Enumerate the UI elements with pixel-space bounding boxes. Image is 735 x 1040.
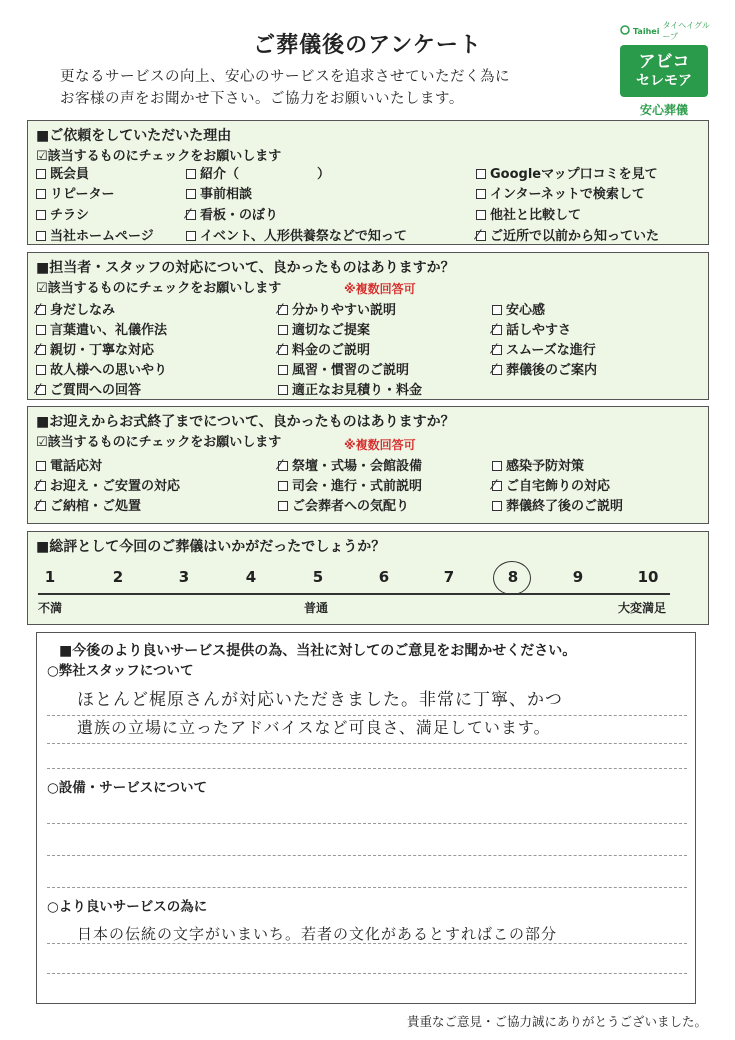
rating-option-1[interactable]: 1 bbox=[44, 568, 56, 586]
brand-line-2: セレモア bbox=[636, 73, 692, 89]
rating-option-4[interactable]: 4 bbox=[245, 568, 257, 586]
staff-comment-line-1[interactable]: ほとんど梶原さんが対応いただきました。非常に丁寧、かつ bbox=[77, 690, 563, 710]
checkbox-label: 適切なご提案 bbox=[292, 323, 371, 338]
footer-thanks: 貴重なご意見・ご協力誠にありがとうございました。 bbox=[406, 1014, 707, 1029]
checkbox-option[interactable] bbox=[278, 299, 396, 318]
unchecked-box-icon[interactable] bbox=[186, 189, 196, 199]
checkbox-label: ご会葬者への気配り bbox=[292, 499, 410, 514]
company-logo bbox=[620, 20, 715, 118]
checkbox-label: 葬儀終了後のご説明 bbox=[506, 499, 624, 514]
multiple-answer-note: ※複数回答可 bbox=[344, 282, 416, 296]
checkbox-label: ご納棺・ご処置 bbox=[50, 499, 142, 514]
unchecked-box-icon[interactable] bbox=[278, 385, 288, 395]
checkbox-label: 適正なお見積り・料金 bbox=[292, 383, 423, 398]
checked-box-icon[interactable] bbox=[492, 365, 502, 375]
section-staff bbox=[27, 252, 709, 400]
checked-box-icon[interactable] bbox=[36, 305, 46, 315]
checkbox-label: リピーター bbox=[50, 187, 115, 202]
checkbox-label: 既会員 bbox=[50, 167, 90, 182]
checkbox-option[interactable] bbox=[476, 225, 659, 244]
section-reason bbox=[27, 120, 709, 245]
checkbox-label: 風習・慣習のご説明 bbox=[292, 363, 410, 378]
checkbox-label: 安心感 bbox=[506, 303, 546, 318]
checkbox-option[interactable] bbox=[476, 163, 658, 182]
checkbox-option[interactable] bbox=[36, 163, 89, 182]
checkbox-option[interactable] bbox=[476, 183, 645, 202]
checked-box-icon[interactable] bbox=[278, 461, 288, 471]
scale-label-mid: 普通 bbox=[304, 601, 329, 615]
checkbox-option[interactable] bbox=[476, 204, 581, 223]
rating-option-5[interactable]: 5 bbox=[312, 568, 324, 586]
checked-box-icon[interactable] bbox=[36, 345, 46, 355]
multiple-answer-note: ※複数回答可 bbox=[344, 438, 416, 452]
checkbox-option[interactable] bbox=[492, 299, 545, 318]
checkbox-label: 身だしなみ bbox=[50, 303, 116, 318]
rating-option-2[interactable]: 2 bbox=[112, 568, 124, 586]
rating-option-7[interactable]: 7 bbox=[443, 568, 455, 586]
unchecked-box-icon[interactable] bbox=[36, 169, 46, 179]
unchecked-box-icon[interactable] bbox=[476, 189, 486, 199]
checkbox-label: 葬儀後のご案内 bbox=[506, 363, 598, 378]
rating-option-9[interactable]: 9 bbox=[572, 568, 584, 586]
checkbox-option[interactable] bbox=[186, 204, 278, 223]
checkbox-option[interactable] bbox=[278, 379, 422, 398]
checkbox-label: ご近所で以前から知っていた bbox=[490, 229, 660, 244]
scale-label-high: 大変満足 bbox=[618, 601, 667, 615]
unchecked-box-icon[interactable] bbox=[476, 210, 486, 220]
brand-line-1: アビコ bbox=[638, 52, 690, 72]
unchecked-box-icon[interactable] bbox=[278, 501, 288, 511]
checked-box-icon[interactable] bbox=[36, 385, 46, 395]
rating-option-8[interactable]: 8 bbox=[507, 568, 519, 586]
unchecked-box-icon[interactable] bbox=[36, 325, 46, 335]
intro-text bbox=[60, 66, 510, 110]
checked-box-icon[interactable] bbox=[278, 305, 288, 315]
checkbox-label: 電話応対 bbox=[50, 459, 103, 474]
section-heading: ■ご依頼をしていただいた理由 bbox=[36, 128, 232, 144]
section-instruction: ☑該当するものにチェックをお願いします bbox=[36, 149, 282, 164]
checked-box-icon[interactable] bbox=[476, 231, 486, 241]
comment-box bbox=[36, 632, 696, 1004]
intro-line-1: 更なるサービスの向上、安心のサービスを追求させていただく為に bbox=[60, 69, 510, 85]
unchecked-box-icon[interactable] bbox=[186, 169, 196, 179]
section-heading: ■担当者・スタッフの対応について、良かったものはありますか？ bbox=[36, 260, 455, 276]
section-instruction: ☑該当するものにチェックをお願いします bbox=[36, 281, 282, 296]
group-mark bbox=[620, 20, 715, 42]
checkbox-label: Googleマップ口コミを見て bbox=[490, 167, 658, 182]
unchecked-box-icon[interactable] bbox=[36, 210, 46, 220]
unchecked-box-icon[interactable] bbox=[492, 501, 502, 511]
intro-line-2: お客様の声をお聞かせ下さい。ご協力をお願いいたします。 bbox=[60, 91, 464, 107]
checked-box-icon[interactable] bbox=[36, 481, 46, 491]
checked-box-icon[interactable] bbox=[36, 501, 46, 511]
group-name: Taihei bbox=[633, 26, 660, 36]
selected-rating-circle bbox=[493, 561, 531, 595]
brand-sub: 安心葬儀 bbox=[639, 103, 688, 117]
checkbox-option[interactable] bbox=[186, 183, 252, 202]
group-sub: タイヘイグループ bbox=[662, 21, 710, 41]
staff-comment-label: ○弊社スタッフについて bbox=[47, 663, 194, 679]
checkbox-label: 故人様への思いやり bbox=[50, 363, 168, 378]
taihei-icon bbox=[620, 25, 630, 37]
checkbox-label: 料金のご説明 bbox=[292, 343, 371, 358]
unchecked-box-icon[interactable] bbox=[186, 231, 196, 241]
checkbox-label: 事前相談 bbox=[200, 187, 253, 202]
checkbox-option[interactable] bbox=[36, 225, 154, 244]
checked-box-icon[interactable] bbox=[492, 345, 502, 355]
checkbox-label: 話しやすさ bbox=[506, 323, 572, 338]
checkbox-label: 親切・丁寧な対応 bbox=[50, 343, 155, 358]
checkbox-option[interactable] bbox=[36, 319, 167, 338]
checkbox-option[interactable] bbox=[36, 299, 115, 318]
rating-option-6[interactable]: 6 bbox=[378, 568, 390, 586]
facility-comment-label: ○設備・サービスについて bbox=[47, 780, 208, 796]
unchecked-box-icon[interactable] bbox=[278, 365, 288, 375]
unchecked-box-icon[interactable] bbox=[278, 325, 288, 335]
section-ceremony bbox=[27, 406, 709, 524]
unchecked-box-icon[interactable] bbox=[278, 481, 288, 491]
checkbox-option[interactable] bbox=[278, 455, 422, 474]
checkbox-label: お迎え・ご安置の対応 bbox=[50, 479, 181, 494]
checkbox-option[interactable] bbox=[36, 204, 89, 223]
unchecked-box-icon[interactable] bbox=[36, 231, 46, 241]
checkbox-label: ご質問への回答 bbox=[50, 383, 142, 398]
staff-comment-line-2[interactable]: 遺族の立場に立ったアドバイスなど可良さ、満足しています。 bbox=[77, 718, 551, 737]
unchecked-box-icon[interactable] bbox=[36, 189, 46, 199]
checkbox-label: チラシ bbox=[50, 208, 90, 223]
checkbox-label: 紹介（ ） bbox=[200, 167, 331, 182]
section-heading: ■総評として今回のご葬儀はいかがだったでしょうか？ bbox=[36, 539, 386, 555]
checkbox-option[interactable] bbox=[492, 359, 597, 378]
brand-box bbox=[620, 45, 708, 97]
checkbox-option[interactable] bbox=[278, 319, 370, 338]
checkbox-option[interactable] bbox=[492, 495, 623, 514]
checkbox-option[interactable] bbox=[36, 379, 141, 398]
scale-label-low: 不満 bbox=[38, 601, 63, 615]
checked-box-icon[interactable] bbox=[278, 345, 288, 355]
unchecked-box-icon[interactable] bbox=[36, 365, 46, 375]
checkbox-option[interactable] bbox=[36, 183, 114, 202]
checkbox-option[interactable] bbox=[36, 339, 154, 358]
checkbox-option[interactable] bbox=[492, 319, 571, 338]
checkbox-option[interactable] bbox=[186, 225, 407, 244]
checkbox-option[interactable] bbox=[492, 455, 584, 474]
checkbox-option[interactable] bbox=[492, 339, 596, 358]
checkbox-option[interactable] bbox=[278, 339, 370, 358]
checkbox-option[interactable] bbox=[278, 475, 422, 494]
rating-option-10[interactable]: 10 bbox=[637, 568, 659, 586]
checkbox-label: 言葉遣い、礼儀作法 bbox=[50, 323, 168, 338]
checkbox-label: インターネットで検索して bbox=[490, 187, 645, 202]
unchecked-box-icon[interactable] bbox=[492, 461, 502, 471]
rating-scale-line bbox=[38, 593, 670, 595]
unchecked-box-icon[interactable] bbox=[492, 305, 502, 315]
comment-heading: ■今後のより良いサービス提供の為、当社に対してのご意見をお聞かせください。 bbox=[59, 643, 577, 659]
checkbox-option[interactable] bbox=[36, 359, 167, 378]
checked-box-icon[interactable] bbox=[492, 325, 502, 335]
improvement-comment-line-1[interactable]: 日本の伝統の文字がいまいち。若者の文化があるとすればこの部分 bbox=[77, 925, 558, 943]
checkbox-option[interactable] bbox=[36, 475, 180, 494]
unchecked-box-icon[interactable] bbox=[36, 461, 46, 471]
checkbox-label: 分かりやすい説明 bbox=[292, 303, 397, 318]
section-instruction: ☑該当するものにチェックをお願いします bbox=[36, 435, 282, 450]
checkbox-label: 祭壇・式場・会館設備 bbox=[292, 459, 423, 474]
checkbox-label: ご自宅飾りの対応 bbox=[506, 479, 611, 494]
checkbox-option[interactable] bbox=[36, 455, 102, 474]
checkbox-option[interactable] bbox=[186, 163, 330, 182]
checkbox-label: 看板・のぼり bbox=[200, 208, 279, 223]
checkbox-label: 感染予防対策 bbox=[506, 459, 585, 474]
checkbox-label: イベント、人形供養祭などで知って bbox=[200, 229, 407, 244]
page-title: ご葬儀後のアンケート bbox=[253, 33, 482, 58]
checkbox-label: 他社と比較して bbox=[490, 208, 582, 223]
checkbox-option[interactable] bbox=[36, 495, 141, 514]
rating-option-3[interactable]: 3 bbox=[178, 568, 190, 586]
checkbox-label: 当社ホームページ bbox=[50, 229, 154, 244]
checked-box-icon[interactable] bbox=[492, 481, 502, 491]
checked-box-icon[interactable] bbox=[186, 210, 196, 220]
unchecked-box-icon[interactable] bbox=[476, 169, 486, 179]
checkbox-option[interactable] bbox=[278, 359, 409, 378]
section-heading: ■お迎えからお式終了までについて、良かったものはありますか？ bbox=[36, 414, 455, 430]
checkbox-option[interactable] bbox=[278, 495, 409, 514]
checkbox-option[interactable] bbox=[492, 475, 610, 494]
checkbox-label: スムーズな進行 bbox=[506, 343, 596, 358]
checkbox-label: 司会・進行・式前説明 bbox=[292, 479, 423, 494]
improvement-comment-label: ○より良いサービスの為に bbox=[47, 899, 208, 915]
